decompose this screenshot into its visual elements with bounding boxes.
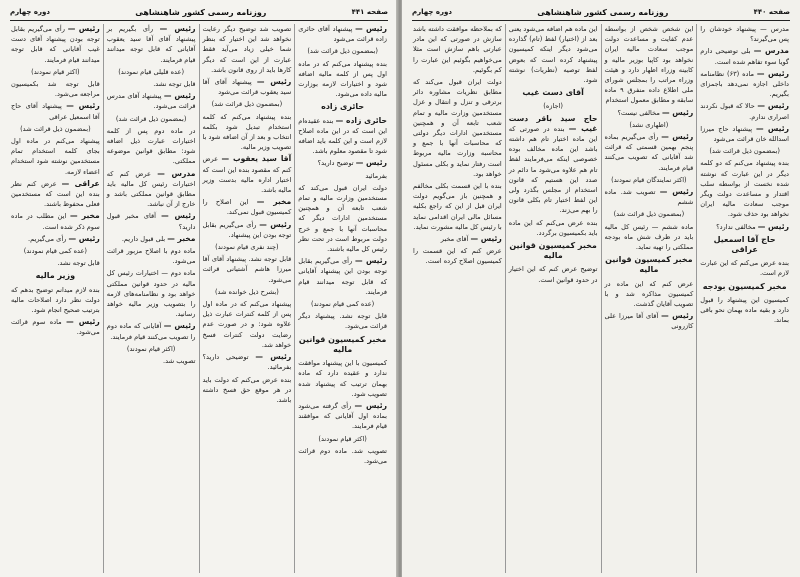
paragraph-text: (بمضمون ذیل قرائت شد) [307, 47, 378, 56]
left-page-header [10, 6, 388, 21]
paragraph [700, 101, 789, 121]
section-heading [700, 282, 789, 292]
speaker-name: رئیس — [757, 101, 789, 111]
paragraph [298, 24, 387, 44]
paragraph-text: دولت ایران قبول می‌کند که مستخدمین وزارت مالیه و تمام شعب تابعه آن و همچنین مستخدمین ادارات دیگر که محاسبات آنها با جمع و خرج دولت مربوط است در تحت نظر رئیس کل مالیه باشند. [298, 183, 387, 254]
paragraph-text: (اکثر قیام نمودند) [126, 344, 176, 353]
speaker-name: رئیس — [470, 234, 502, 244]
paragraph [413, 234, 502, 244]
paragraph-text: حالا که قبول نکردند اصراری ندارم. [700, 102, 789, 121]
paragraph-text: بنده عرض می‌کنم که این ماده باید بکمیسیون برگردد. [508, 218, 598, 237]
speaker-name: رئیس — [66, 317, 100, 327]
paragraph [203, 24, 292, 75]
paragraph-text: (بشرح ذیل خوانده شد) [214, 287, 279, 296]
newspaper-title: روزنامه رسمی کشور شاهنشاهی [135, 7, 267, 17]
paragraph [700, 69, 789, 100]
speaker-name: حائری زاده — [335, 115, 387, 125]
paragraph [298, 158, 387, 168]
parenthetical-note [11, 67, 100, 77]
text-column [601, 24, 697, 573]
paragraph-text: مخبر کمیسیون قوانین مالیه [605, 255, 693, 275]
paragraph [107, 126, 196, 167]
text-column [696, 24, 792, 573]
paragraph [605, 24, 694, 106]
speaker-name: مخبر — [256, 197, 292, 207]
paragraph-text: بنده عرض می‌کنم که دولت باید در هر موقع حق فسخ داشته باشد. [202, 375, 292, 404]
speaker-name: رئیس — [68, 233, 100, 243]
paragraph-text: پیشنهاد آقای حاج آقا اسمعیل عراقی [11, 102, 100, 121]
speaker-name: رئیس — [255, 352, 292, 362]
paragraph-text: (اظهاری نشد) [629, 120, 669, 129]
paragraph [203, 299, 292, 350]
paragraph-text: این مطلب در ماده سوم ذکر شده است. [11, 212, 100, 231]
paragraph-text: بنده عرض می‌کنم که این عبارت لازم است. [700, 259, 789, 278]
paragraph-text: دولت ایران قبول می‌کند که مطابق نظریات مشاوره دائر برترقی و تنزل و انتقال و عزل مستخدمین وزارت مالیه و تمام شعب تابعه آن و همچنین مستخدمین ادارات دیگر دولتی که محاسبات آنها با جمع و محاسبه وزارت مالیه مربوط است رفتار نماید و بکلی مسئول خواهد بود. [413, 78, 502, 178]
paragraph [605, 222, 694, 253]
parenthetical-note [11, 246, 100, 256]
parenthetical-note [509, 101, 598, 111]
paragraph-text: مخبر کمیسیون قوانین مالیه [509, 241, 597, 261]
speaker-name: رئیس — [259, 219, 292, 229]
paragraph-text: عرض کنم که اختیارات رئیس کل مالیه باید مطابق قوانین مملکتی باشد و خارج از آن نباشد. [106, 169, 196, 209]
paragraph [509, 264, 598, 284]
text-column [199, 24, 295, 573]
right-page [402, 0, 800, 577]
speaker-name: رئیس — [354, 256, 388, 266]
paragraph [107, 321, 196, 341]
paragraph-text: بنده با این قسمت بکلی مخالفم و همچنین باز می‌گویم دولت ایران قبل از این که راجع بکلیه مسائل مالی ایران اقدامی نماید با رئیس کل مالیه مشورت نماید. [413, 182, 502, 231]
paragraph [203, 375, 292, 406]
paragraph [107, 24, 196, 65]
paragraph [107, 79, 196, 89]
paragraph-text: (بمضمون ذیل قرائت شد) [709, 147, 780, 156]
paragraph-text: (عده کمی قیام نمودند) [311, 300, 375, 309]
parenthetical-note [298, 46, 387, 56]
paragraph [413, 181, 502, 232]
paragraph [700, 295, 789, 326]
paragraph-text: (اجازه) [543, 102, 563, 111]
speaker-name: رئیس — [163, 321, 196, 331]
paragraph [605, 132, 694, 173]
speaker-name: رئیس — [163, 91, 196, 101]
paragraph [298, 59, 387, 100]
paragraph [11, 101, 100, 121]
paragraph-text: آقای مخبر [440, 235, 471, 244]
paragraph [413, 246, 502, 266]
paragraph [298, 311, 387, 331]
paragraph-text: بنده در صورتی که این ماده اختیار تام هم داشته باشد این ماده مخالف بوده خصوصی اینکه می‌فرمایند لفظ تام هم علاوه می‌شود ما دائم در صدد این هستیم که قانون استخدام از مجلس بگذرد ولی این لفظ اختیار تام بکلی قانون را بهم می‌زند. [508, 124, 598, 215]
paragraph [413, 24, 502, 75]
paragraph-text: ماده (۶۳) نظامنامه داخلی اجازه نمی‌دهد باجمزای بگیریم. [700, 69, 789, 99]
parenthetical-note [605, 120, 694, 130]
paragraph-text: (چند نفری قیام نمودند) [215, 243, 279, 252]
paragraph [203, 154, 292, 195]
parenthetical-note [203, 99, 292, 109]
paragraph-text: قابل توجه شد بکمیسیون مراجعه می‌شود. [11, 80, 100, 99]
paragraph [203, 77, 292, 97]
paragraph-text: بنده لازم میدانم توضیح بدهم که دولت نظر دارد اصلاحات مالیه بترتیب صحیح انجام شود. [11, 285, 100, 315]
paragraph [700, 124, 789, 144]
paragraph-text: توضیح دارید؟ [317, 159, 356, 168]
speaker-name: رئیس — [755, 123, 789, 133]
parenthetical-note [107, 67, 196, 77]
right-page-header [412, 6, 790, 21]
parenthetical-note [298, 299, 387, 309]
speaker-name: رئیس — [67, 24, 100, 33]
paragraph-text: بلی توضیحی دارم گویا سوء تفاهم شده است. [700, 47, 789, 66]
paragraph-text: مدرس — پیشنهاد خودشان را پس می‌گیرند؟ [700, 25, 789, 44]
paragraph [298, 171, 387, 181]
paragraph-text: وزیر مالیه [35, 271, 76, 281]
paragraph [11, 258, 100, 268]
paragraph-text: بنده پیشنهاد می‌کنم که کلمه استخدام تبدیل شود بکلمه انتخاب و بعد از آن اضافه شود با تصویب وزیر مالیه. [202, 112, 292, 152]
section-heading [509, 241, 598, 261]
parenthetical-note [107, 344, 196, 354]
paragraph-text: (بمضمون ذیل قرائت شد) [613, 210, 685, 219]
paragraph-text: کمیسیون این پیشنهاد را قبول دارد و بقیه ماده بهمان نحو باقی بماند. [700, 295, 789, 325]
paragraph-text: مخبر کمیسیون بودجه [702, 281, 787, 291]
paragraph-text: رأی می‌گیریم بماده پنجم بهمین قسمتی که قرائت شد آقایانی که تصویب می‌کنند قیام فرمایند. [604, 133, 694, 172]
section-heading [298, 102, 387, 112]
parenthetical-note [605, 175, 694, 185]
paragraph-text: پیشنهاد می‌کنم که در ماده اول پس از کلمه کنترات عبارت ذیل علاوه شود: و در صورت عدم رضایت دولت کنترات فسخ خواهد شد. [202, 300, 292, 349]
speaker-name: رئیس — [161, 211, 196, 221]
paragraph-text: آقای دست غیب [522, 88, 584, 98]
paragraph-text: (اکثر قیام نمودند) [31, 67, 80, 76]
paragraph-text: بنده پیشنهاد می‌کنم که دو کلمه دیگر در این عبارت که نوشته شده نخست از بواسطه سلب اقتدار و مساعدت دولت ویگر موجب سعادت مالیه ایران نخواهد بود حذف شود. [700, 159, 789, 219]
parenthetical-note [700, 146, 789, 156]
paragraph-text: حائری زاده [321, 102, 365, 112]
paragraph [11, 234, 100, 244]
paragraph-text: آقایانی که ماده دوم را تصویب می‌کنند قیام فرمایند. [106, 322, 196, 341]
text-column [410, 24, 505, 573]
paragraph-text: رأی گرفته می‌شود بماده اول آقایانی که موافقند قیام فرمایند. [298, 401, 387, 431]
paragraph-text: (اکثر قیام نمودند) [318, 434, 367, 443]
paragraph-text: تصویب شد. ماده ششم [604, 188, 694, 207]
paragraph-text: رأی می‌گیریم. [27, 234, 69, 243]
section-heading [11, 271, 100, 281]
parenthetical-note [203, 287, 292, 297]
parenthetical-note [107, 114, 196, 124]
paragraph-text: قابل توجه نشد. [57, 259, 100, 268]
paragraph-text: پیشنهاد آقای آقا سید یعقوب قرائت می‌شود [202, 78, 292, 97]
paragraph [11, 211, 100, 231]
paragraph [298, 358, 387, 399]
paragraph [298, 116, 387, 157]
paragraph [298, 446, 387, 466]
speaker-name: رئیس — [661, 132, 694, 142]
speaker-name: مدرس — [157, 168, 196, 178]
paragraph-text: قابل توجه نشد. پیشنهاد دیگر قرائت می‌شود. [298, 312, 387, 331]
speaker-name: عراقی — [61, 178, 100, 188]
section-heading [298, 335, 387, 355]
speaker-name: رئیس — [661, 107, 694, 117]
paragraph [605, 108, 694, 118]
paragraph [203, 197, 292, 217]
paragraph-text: (اکثر نمایندگان قیام نمودند) [611, 175, 687, 184]
paragraph [203, 352, 292, 372]
paragraph-text: که بملاحظه موافقت داشته باشد سازش در صورتی که این مادر عبارتی باهم سازش است مثلا می‌خواهیم بگوئیم این عبارت را کم بگوئیم. [413, 25, 502, 74]
paragraph [203, 112, 292, 153]
right-page-columns [410, 24, 792, 573]
paragraph-text: ماده ششم — رئیس کل مالیه باید در ظرف شش ماه بودجه مملکتی را تهیه نماید. [604, 222, 694, 252]
paragraph-text: ماده دوم با اصلاح مزبور قرائت می‌شود. [106, 247, 196, 266]
paragraph-text: رأی می‌گیریم بقابل توجه بودن این پیشنهاد آقایانی که قابل توجه میدانند قیام فرمایند. [298, 257, 387, 296]
paragraph-text: رأی می‌گیریم بقابل توجه بودن پیشنهاد آقای دست غیب آقایانی که قابل توجه میدانند قیام فرمایند. [11, 25, 100, 64]
paragraph-text: رأی بگیریم بر پیشنهاد آقای آقا سید یعقوب آقایانی که قابل توجه میدانند قیام فرمایند. [106, 25, 196, 64]
paragraph [509, 218, 598, 238]
speaker-name: رئیس — [355, 158, 387, 168]
speaker-name: رئیس — [354, 400, 387, 410]
speaker-name: مخبر — [69, 211, 100, 221]
paragraph-text: آقای آقا میرزا علی کازرونی [604, 312, 694, 331]
paragraph-text: مخالفی نیست؟ [617, 108, 662, 117]
paragraph-text: این اصلاح را کمیسیون قبول نمی‌کند. [202, 198, 292, 217]
paragraph-text: قابل توجه نشد. پیشنهاد آقای آقا میرزا هاشم آشتیانی قرائت می‌شود. [202, 255, 292, 284]
speaker-name: رئیس — [661, 311, 694, 321]
paragraph-text: عرض کنم که مقصود بنده این است که اختیار اداره مالیه بدست وزیر مالیه باشد. [202, 155, 292, 195]
paragraph [605, 187, 694, 207]
paragraph-text: عرض کنم نظر بنده این است که مستخدمین فعلی محفوظ باشند. [11, 179, 100, 209]
paragraph [11, 24, 100, 65]
paragraph [700, 46, 789, 66]
paragraph-text: رأی می‌گیریم بقابل توجه بودن این پیشنهاد. [202, 220, 292, 239]
speaker-name: حاج سید باقر دست غیب — [508, 113, 598, 133]
paragraph-text: آقای مخبر قبول دارید؟ [106, 212, 196, 231]
speaker-name: رئیس — [256, 77, 292, 87]
paragraph-text: ماده سوم قرائت می‌شود. [11, 318, 100, 337]
parenthetical-note [605, 209, 694, 219]
text-column [103, 24, 199, 573]
paragraph [509, 114, 598, 216]
paragraph [203, 220, 292, 240]
section-heading [605, 255, 694, 275]
section-heading [700, 235, 789, 255]
paragraph [107, 169, 196, 210]
paragraph-text: پیشنهاد می‌کنم در ماده اول بجای کلمه استخدام تمام مستخدمین نوشته شود استخدام اعضاء لازمه. [11, 137, 100, 176]
paragraph-text: (بمضمون ذیل قرائت شد) [20, 124, 91, 133]
paragraph-text: عرض کنم که این ماده در کمیسیون مذاکره شد و با تصویب آقایان گذشت. [604, 279, 694, 309]
paragraph [298, 183, 387, 254]
paragraph-text: تصویب شد توضیح دیگر رعایت نخواهد شد این اختیار که بنظر شما خیلی زیاد می‌آید فقط عبارت از این است که دیگر کارها باید از روی قانون باشد. [202, 25, 292, 74]
paragraph [107, 356, 196, 366]
speaker-name: رئیس — [355, 24, 388, 33]
paragraph [298, 401, 387, 432]
paragraph-text: (بمضمون ذیل قرائت شد) [115, 114, 187, 123]
paragraph [700, 24, 789, 44]
paragraph-text: بفرمائید [365, 171, 387, 180]
paragraph [203, 254, 292, 285]
paragraph [107, 91, 196, 111]
paragraph-text: (عده کمی قیام نمودند) [23, 247, 87, 256]
period-label: دوره چهارم [10, 8, 50, 16]
paragraph-text: مخالفی ندارد؟ [716, 222, 758, 231]
paragraph [605, 311, 694, 331]
paragraph [107, 246, 196, 266]
paragraph [11, 136, 100, 177]
paragraph-text: تصویب شد. [163, 357, 196, 366]
paragraph-text: پیشنهاد حاج میرزا اسدالله خان قرائت می‌شود [700, 124, 789, 144]
speaker-name: مدرس — [753, 46, 789, 56]
text-column [294, 24, 390, 573]
paragraph-text: حاج آقا اسمعیل عراقی [713, 234, 776, 255]
paragraph-text: پیشنهاد آقای مدرس قرائت می‌شود. [106, 92, 196, 111]
parenthetical-note [203, 242, 292, 252]
speaker-name: رئیس — [756, 68, 789, 78]
page-number: صفحه ۴۴۱ [351, 8, 388, 16]
paragraph-text: این شخص شخص از بواسطه عدم کفایت و مساعدت دولت موجب سعادت مالیه ایران نخواهد بود کاپیا بوزیر مالیه و کابینه وزراء اظهار دارد و هیئت وزراء مراتب را بمجلس شورای ملی اطلاع داده منفرق ۹ ماده سابقه و مطابق معمول استخدام [604, 25, 694, 105]
paragraph [700, 222, 789, 232]
paragraph [107, 234, 196, 244]
paragraph-text: توضیح عرض کنم که این اختیار در حدود قوانین است. [508, 265, 598, 284]
left-page [0, 0, 398, 577]
paragraph [107, 268, 196, 319]
period-label: دوره چهارم [412, 8, 452, 16]
paragraph-text: ماده دوم — اختیارات رئیس کل مالیه در حدود قوانین مملکتی خواهد بود و نظامنامه‌های لازمه را بتصویب وزیر مالیه خواهد رسانید. [106, 269, 196, 319]
parenthetical-note [11, 124, 100, 134]
paragraph [700, 158, 789, 219]
paragraph [11, 285, 100, 316]
text-column [8, 24, 103, 573]
left-page-columns [8, 24, 390, 573]
paragraph-text: تصویب شد. ماده دوم قرائت می‌شود. [298, 446, 387, 465]
newspaper-title: روزنامه رسمی کشور شاهنشاهی [537, 7, 669, 17]
paragraph-text: پیشنهاد آقای حائری زاده قرائت می‌شود [298, 25, 387, 44]
section-heading [509, 88, 598, 98]
paragraph [11, 79, 100, 99]
speaker-name: رئیس — [757, 221, 789, 231]
paragraph [605, 279, 694, 310]
paragraph [509, 24, 598, 85]
speaker-name: مخبر — [167, 233, 196, 243]
parenthetical-note [298, 434, 387, 444]
speaker-name: آقا سید یعقوب — [221, 154, 292, 164]
paragraph [11, 179, 100, 210]
paragraph [11, 317, 100, 337]
paragraph-text: بلی قبول داریم. [121, 234, 168, 243]
speaker-name: رئیس — [659, 187, 694, 197]
paragraph-text: مخبر کمیسیون قوانین مالیه [298, 334, 387, 354]
paragraph-text: بنده پیشنهاد می‌کنم که در ماده اول پس از کلمه مالیه اضافه شود و اختیارات لازمه بوزارت مالیه داده می‌شود. [298, 59, 387, 99]
paragraph-text: توضیحی دارید؟ بفرمائید. [202, 353, 292, 372]
paragraph-text: قابل توجه نشد. [153, 80, 196, 89]
paragraph-text: در ماده دوم پس از کلمه اختیارات عبارت ذیل اضافه شود: مطابق قوانین موضوعه مملکتی. [106, 126, 196, 166]
page-number: صفحه ۴۴۰ [753, 8, 790, 16]
text-column [505, 24, 601, 573]
paragraph-text: بنده عقیده‌ام این است که در این ماده اصلاح لازم است و این کلمه باید اضافه شود تا مقصود معلوم باشد. [298, 116, 387, 156]
paragraph [700, 258, 789, 278]
paragraph-text: (بمضمون ذیل قرائت شد) [211, 100, 283, 109]
paragraph-text: این ماده هم اضافه می‌شود یعنی بعد از (اختیار) لفظ (تام) گذارده می‌شود دیگر اینکه کمیسیون پیشنهاد کرده است که بعوض لفظ توصیه (نظریات) نوشته شود. [508, 25, 598, 85]
paragraph [413, 77, 502, 179]
paragraph [107, 211, 196, 231]
paragraph [298, 256, 387, 297]
paragraph-text: (عده قلیلی قیام نمودند) [118, 67, 185, 76]
paragraph-text: عرض کنم که این قسمت را کمیسیون اصلاح کرده است. [413, 247, 502, 266]
speaker-name: رئیس — [66, 101, 100, 111]
speaker-name: رئیس — [159, 24, 196, 33]
paragraph-text: کمیسیون با این پیشنهاد موافقت ندارد و عقیده دارد که ماده بهمان ترتیب که پیشنهاد شده تصویب شود. [298, 359, 387, 398]
